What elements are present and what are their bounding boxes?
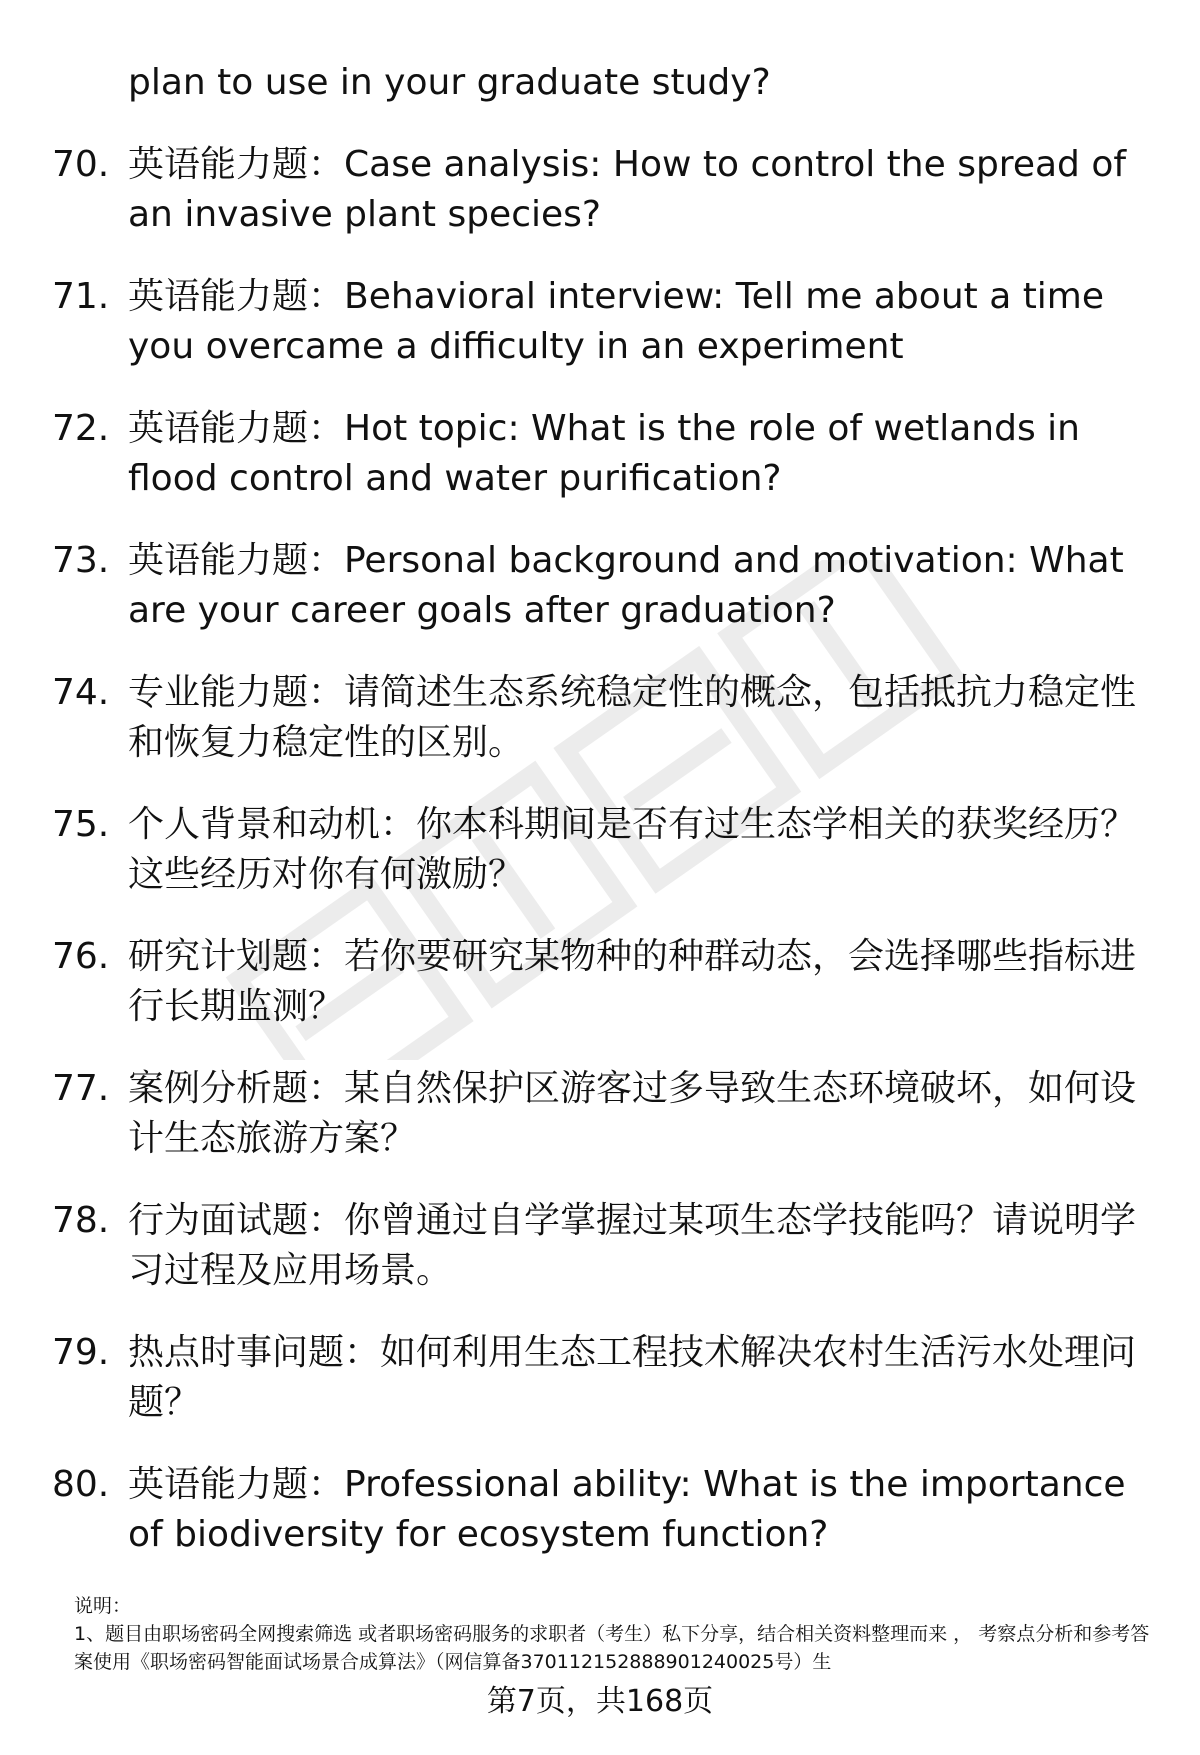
question-text: 个人背景和动机：你本科期间是否有过生态学相关的获奖经历？这些经历对你有何激励？ [128, 804, 1137, 895]
question-number: 80. [52, 1464, 110, 1505]
question-item [0, 932, 1200, 1064]
question-item [0, 1064, 1200, 1196]
question-number: 79. [52, 1332, 110, 1373]
question-number: 78. [52, 1200, 110, 1241]
notes-heading: 说明： [74, 1595, 132, 1617]
question-item [0, 272, 1200, 404]
question-text: 案例分析题：某自然保护区游客过多导致生态环境破坏，如何设计生态旅游方案？ [128, 1068, 1137, 1159]
question-item [0, 140, 1200, 272]
question-text: 英语能力题：Professional ability: What is the importance of biodiversity for ecosystem function? [128, 1464, 1126, 1555]
question-item [0, 1328, 1200, 1460]
question-text: 研究计划题：若你要研究某物种的种群动态，会选择哪些指标进行长期监测？ [128, 936, 1137, 1027]
question-text: 英语能力题：Behavioral interview: Tell me about a time you overcame a difficulty in an experiment [128, 276, 1105, 367]
question-number: 76. [52, 936, 110, 977]
question-text: 行为面试题：你曾通过自学掌握过某项生态学技能吗？请说明学习过程及应用场景。 [128, 1200, 1137, 1291]
question-number: 70. [52, 144, 110, 185]
question-text: 英语能力题：Case analysis: How to control the spread of an invasive plant species? [128, 144, 1127, 235]
notes-line: 1、题目由职场密码全网搜索筛选 或者职场密码服务的求职者（考生）私下分享，结合相关资料整理而来 ， 考察点分析和参考答案使用《职场密码智能面试场景合成算法》（网信算备370112152888901240025号）生 [74, 1623, 1150, 1673]
question-number: 71. [52, 276, 110, 317]
question-number: 74. [52, 672, 110, 713]
question-item [0, 404, 1200, 536]
question-number: 77. [52, 1068, 110, 1109]
question-number: 72. [52, 408, 110, 449]
notes-section [74, 1592, 1154, 1676]
question-item [0, 1460, 1200, 1592]
question-item [0, 668, 1200, 800]
page-number-footer: 第7页，共168页 [486, 1684, 714, 1719]
question-list [0, 140, 1200, 1592]
question-text: 英语能力题：Hot topic: What is the role of wetlands in flood control and water purification? [128, 408, 1080, 499]
continued-question-text: plan to use in your graduate study? [128, 62, 771, 103]
question-text: 英语能力题：Personal background and motivation: What are your career goals after graduation? [128, 540, 1124, 631]
question-number: 73. [52, 540, 110, 581]
question-text: 热点时事问题：如何利用生态工程技术解决农村生活污水处理问题？ [128, 1332, 1137, 1423]
question-number: 75. [52, 804, 110, 845]
question-item [0, 536, 1200, 668]
question-text: 专业能力题：请简述生态系统稳定性的概念，包括抵抗力稳定性和恢复力稳定性的区别。 [128, 672, 1137, 763]
question-item [0, 800, 1200, 932]
question-item [0, 1196, 1200, 1328]
